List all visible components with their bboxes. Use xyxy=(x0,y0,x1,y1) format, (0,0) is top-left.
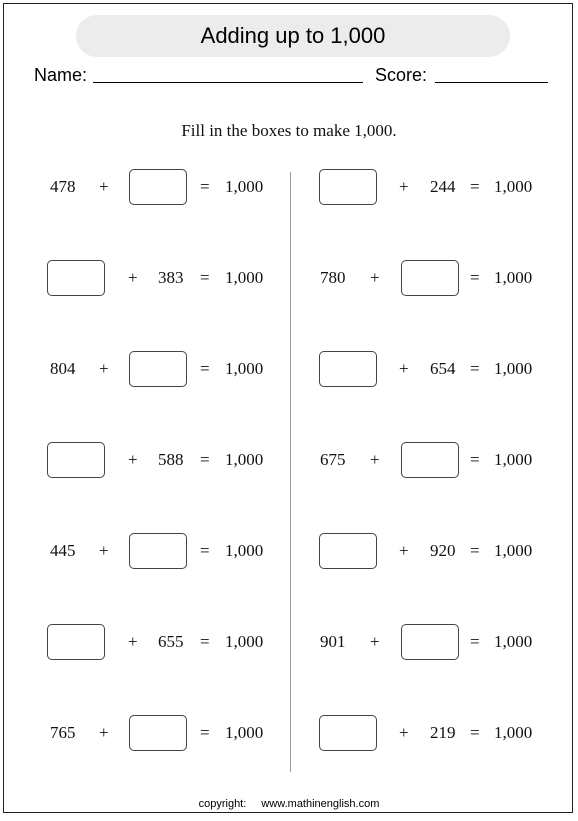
equals-sign: = xyxy=(200,632,210,651)
answer-box[interactable] xyxy=(401,442,459,478)
total-value: 1,000 xyxy=(494,450,533,469)
instruction-text: Fill in the boxes to make 1,000. xyxy=(181,121,397,140)
given-number: 383 xyxy=(158,268,184,287)
given-number: 804 xyxy=(50,359,76,378)
plus-sign: + xyxy=(399,359,409,378)
equals-sign: = xyxy=(470,450,480,469)
given-number: 920 xyxy=(430,541,456,560)
copyright-label: copyright: xyxy=(198,798,247,810)
worksheet-page xyxy=(3,3,573,813)
equals-sign: = xyxy=(470,268,480,287)
given-number: 655 xyxy=(158,632,184,651)
equals-sign: = xyxy=(470,723,480,742)
total-value: 1,000 xyxy=(225,450,264,469)
plus-sign: + xyxy=(99,359,109,378)
given-number: 901 xyxy=(320,632,346,651)
equals-sign: = xyxy=(200,450,210,469)
answer-box[interactable] xyxy=(319,715,377,751)
given-number: 765 xyxy=(50,723,76,742)
plus-sign: + xyxy=(370,632,380,651)
total-value: 1,000 xyxy=(494,177,533,196)
problem-row xyxy=(4,622,574,662)
given-number: 478 xyxy=(50,177,76,196)
total-value: 1,000 xyxy=(225,359,264,378)
answer-box[interactable] xyxy=(401,624,459,660)
score-field-line[interactable] xyxy=(435,82,548,83)
problem-row xyxy=(4,258,574,298)
plus-sign: + xyxy=(99,723,109,742)
equals-sign: = xyxy=(200,177,210,196)
answer-box[interactable] xyxy=(401,260,459,296)
worksheet-title: Adding up to 1,000 xyxy=(76,15,510,57)
given-number: 675 xyxy=(320,450,346,469)
plus-sign: + xyxy=(370,268,380,287)
equals-sign: = xyxy=(200,723,210,742)
site-link[interactable]: www.mathinenglish.com xyxy=(261,798,380,810)
plus-sign: + xyxy=(128,268,138,287)
equals-sign: = xyxy=(200,541,210,560)
name-field-line[interactable] xyxy=(93,82,363,83)
score-label: Score: xyxy=(375,65,428,85)
total-value: 1,000 xyxy=(225,177,264,196)
plus-sign: + xyxy=(370,450,380,469)
given-number: 445 xyxy=(50,541,76,560)
plus-sign: + xyxy=(128,450,138,469)
plus-sign: + xyxy=(399,723,409,742)
name-label: Name: xyxy=(34,65,88,85)
given-number: 654 xyxy=(430,359,456,378)
problem-row xyxy=(4,531,574,571)
problem-row xyxy=(4,440,574,480)
total-value: 1,000 xyxy=(494,541,533,560)
total-value: 1,000 xyxy=(225,723,264,742)
plus-sign: + xyxy=(399,177,409,196)
total-value: 1,000 xyxy=(225,541,264,560)
footer xyxy=(4,798,574,810)
total-value: 1,000 xyxy=(494,632,533,651)
given-number: 244 xyxy=(430,177,456,196)
problem-row xyxy=(4,167,574,207)
plus-sign: + xyxy=(99,177,109,196)
equals-sign: = xyxy=(470,359,480,378)
total-value: 1,000 xyxy=(225,268,264,287)
answer-box[interactable] xyxy=(319,169,377,205)
total-value: 1,000 xyxy=(494,359,533,378)
plus-sign: + xyxy=(128,632,138,651)
problem-row xyxy=(4,349,574,389)
equals-sign: = xyxy=(200,359,210,378)
problem-row xyxy=(4,713,574,753)
given-number: 219 xyxy=(430,723,456,742)
plus-sign: + xyxy=(99,541,109,560)
total-value: 1,000 xyxy=(494,268,533,287)
total-value: 1,000 xyxy=(225,632,264,651)
equals-sign: = xyxy=(470,632,480,651)
total-value: 1,000 xyxy=(494,723,533,742)
equals-sign: = xyxy=(200,268,210,287)
equals-sign: = xyxy=(470,541,480,560)
equals-sign: = xyxy=(470,177,480,196)
plus-sign: + xyxy=(399,541,409,560)
given-number: 780 xyxy=(320,268,346,287)
answer-box[interactable] xyxy=(319,351,377,387)
given-number: 588 xyxy=(158,450,184,469)
answer-box[interactable] xyxy=(319,533,377,569)
